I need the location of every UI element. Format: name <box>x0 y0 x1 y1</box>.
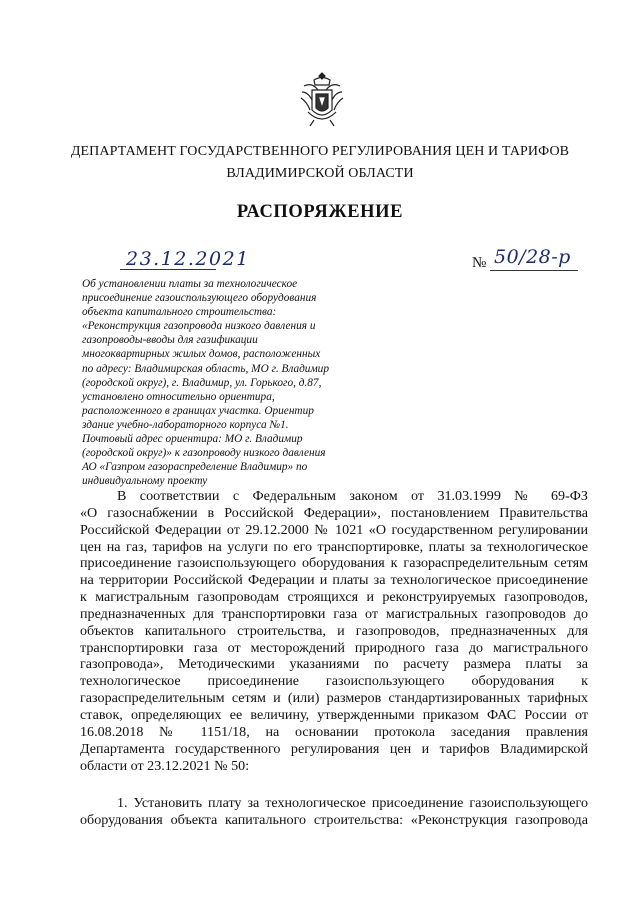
document-title: РАСПОРЯЖЕНИЕ <box>236 202 404 222</box>
subject-line: присоединение газоиспользующего оборудования <box>82 292 317 305</box>
subject-block <box>82 277 372 488</box>
subject-line: объекта капитального строительства: <box>82 306 277 319</box>
body-line: 16.08.2018 № 1151/18, на основании протокола заседания правления <box>80 723 588 740</box>
body-line: области от 23.12.2021 № 50: <box>80 757 250 774</box>
subject-line: установлено относительно ориентира, <box>82 390 275 403</box>
subject-line: многоквартирных жилых домов, расположенных <box>82 348 321 361</box>
subject-line: по адресу: Владимирская область, МО г. Владимир <box>82 362 329 375</box>
body-line: цен на газ, тарифов на услуги по его транспортировке, платы за технологическое <box>80 538 588 555</box>
body-line: Департамента государственного регулирования цен и тарифов Владимирской <box>80 740 588 757</box>
body-line: В соответствии с Федеральным законом от 31.03.1999 № 69-ФЗ <box>117 488 588 504</box>
body-line: присоединение газоиспользующего оборудования к газораспределительным сетям <box>80 555 588 572</box>
subject-line: АО «Газпром газораспределение Владимир» по <box>82 461 308 474</box>
body-line: газопровода», Методическими указаниями по расчету размера платы за <box>80 656 588 673</box>
body-line: технологическое присоединение газоиспользующего оборудования к <box>80 673 588 690</box>
body-line: ставок, определяющих ее величину, утвержденными приказом ФАС России от <box>80 706 588 723</box>
subject-line: индивидуальному проекту <box>82 475 208 488</box>
number-underline <box>490 270 578 271</box>
subject-line: здание учебно-лабораторного корпуса №1. <box>82 418 289 431</box>
subject-line: Об установлении платы за технологическое <box>82 278 298 290</box>
subject-line: Почтовый адрес ориентира: МО г. Владимир <box>82 433 303 446</box>
body-line: на территории Российской Федерации и платы за технологическое присоединение <box>80 572 588 589</box>
coat-of-arms-emblem <box>298 70 346 130</box>
body-line: предназначенных для транспортировки газа от магистральных газопроводов до <box>80 605 588 622</box>
body-line: газораспределительным сетям и (или) размеров стандартизированных тарифных <box>80 690 588 707</box>
body-line: Российской Федерации от 29.12.2000 № 1021 «О государственном регулировании <box>80 521 588 538</box>
item-1-paragraph <box>80 795 588 829</box>
subject-line: газопроводы-вводы для газификации <box>82 334 258 347</box>
body-line: «О газоснабжении в Российской Федерации», постановлением Правительства <box>80 504 588 521</box>
document-date: 23.12.2021 <box>126 248 250 270</box>
body-line: объектов капитального строительства, и газопроводов, предназначенных для <box>80 622 588 639</box>
preamble-paragraph <box>80 488 588 774</box>
subject-line: «Реконструкция газопровода низкого давления и <box>82 320 316 333</box>
subject-line: (городской округ), г. Владимир, ул. Горького, д.87, <box>82 376 322 389</box>
subject-line: (городской округ)» к газопроводу низкого давления <box>82 447 326 460</box>
document-number: 50/28-р <box>494 246 571 268</box>
subject-line: расположенного в границах участка. Ориентир <box>82 404 314 417</box>
item-line: 1. Установить плату за технологическое присоединение газоиспользующего <box>117 795 588 811</box>
body-line: к магистральным газопроводам строящихся и реконструируемых газопроводов, <box>80 589 588 606</box>
body-line: транспортировки газа от месторождений природного газа до магистрального <box>80 639 588 656</box>
department-name-line-2: ВЛАДИМИРСКОЙ ОБЛАСТИ <box>226 166 414 181</box>
date-underline <box>120 269 216 270</box>
department-name-line-1: ДЕПАРТАМЕНТ ГОСУДАРСТВЕННОГО РЕГУЛИРОВАНИЯ ЦЕН И ТАРИФОВ <box>70 144 570 159</box>
number-label: № <box>472 255 487 271</box>
item-line: оборудования объекта капитального строительства: «Реконструкция газопровода <box>80 811 588 828</box>
